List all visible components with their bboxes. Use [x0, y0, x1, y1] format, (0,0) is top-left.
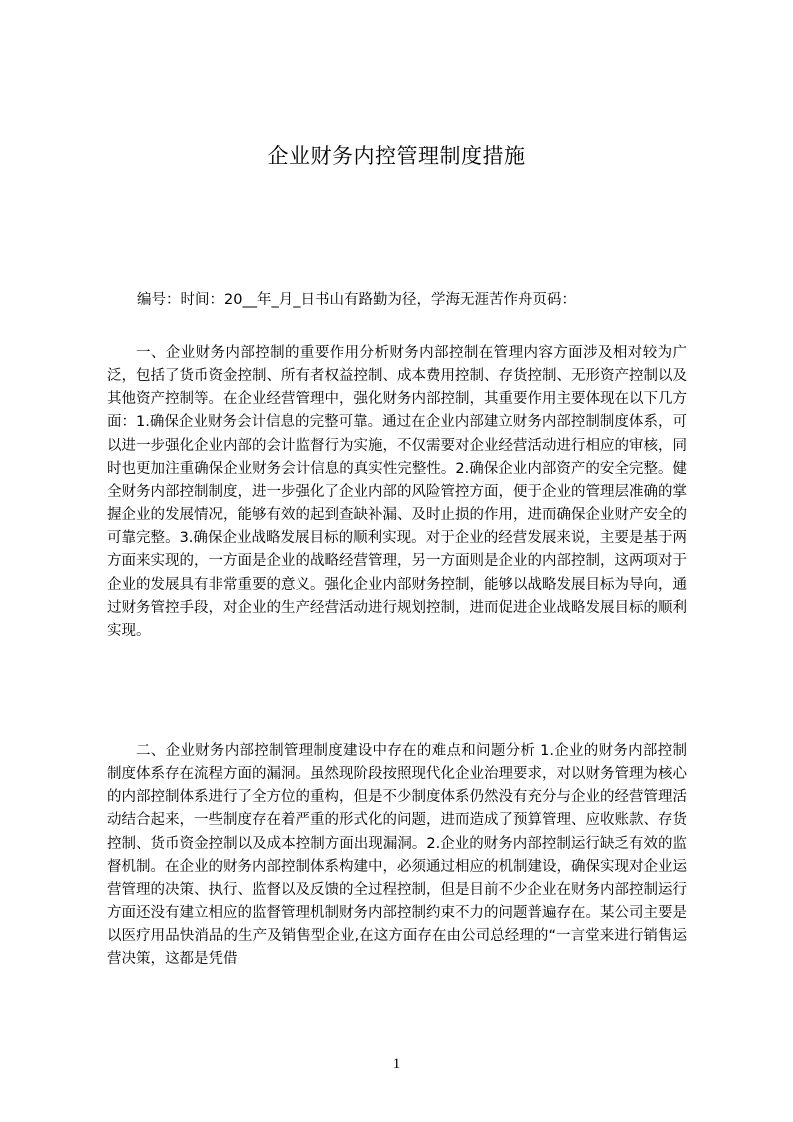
document-meta-line: 编号：时间：20__年_月_日书山有路勤为径，学海无涯苦作舟页码：	[137, 292, 576, 308]
paragraph-importance-analysis: 一、企业财务内部控制的重要作用分析财务内部控制在管理内容方面涉及相对较为广泛，包括了货币资金控制、所有者权益控制、成本费用控制、存货控制、无形资产控制以及其他资产控制等。在企业经营管理中，强化财务内部控制，其重要作用主要体现在以下几方面：1.确保企业财务会计信息的完整可靠。通过在企业内部建立财务内部控制制度体系，可以进一步强化企业内部的会计监督行为实施，不仅需要对企业经营活动进行相应的审核，同时也更加注重确保企业财务会计信息的真实性完整性。2.确保企业内部资产的安全完整。健全财务内部控制制度，进一步强化了企业内部的风险管控方面，便于企业的管理层准确的掌握企业的发展情况，能够有效的起到查缺补漏、及时止损的作用，进而确保企业财产安全的可靠完整。3.确保企业战略发展目标的顺利实现。对于企业的经营发展来说，主要是基于两方面来实现的，一方面是企业的战略经营管理，另一方面则是企业的内部控制，这两项对于企业的发展具有非常重要的意义。强化企业内部财务控制，能够以战略发展目标为导向，通过财务管控手段，对企业的生产经营活动进行规划控制，进而促进企业战略发展目标的顺利实现。	[107, 345, 687, 639]
page-number: 1	[392, 1056, 401, 1072]
paragraph-problems-analysis: 二、企业财务内部控制管理制度建设中存在的难点和问题分析 1.企业的财务内部控制制度体系存在流程方面的漏洞。虽然现阶段按照现代化企业治理要求，对以财务管理为核心的内部控制体系进行了全方位的重构，但是不少制度体系仍然没有充分与企业的经营管理活动结合起来，一些制度存在着严重的形式化的问题，进而造成了预算管理、应收账款、存货控制、货币资金控制以及成本控制方面出现漏洞。2.企业的财务内部控制运行缺乏有效的监督机制。在企业的财务内部控制体系构建中，必须通过相应的机制建设，确保实现对企业运营管理的决策、执行、监督以及反馈的全过程控制，但是目前不少企业在财务内部控制运行方面还没有建立相应的监督管理机制财务内部控制约束不力的问题普遍存在。某公司主要是以医疗用品快消品的生产及销售型企业,在这方面存在由公司总经理的“一言堂来进行销售运营决策，这都是凭借	[107, 743, 687, 968]
document-title: 企业财务内控管理制度措施	[267, 144, 526, 168]
